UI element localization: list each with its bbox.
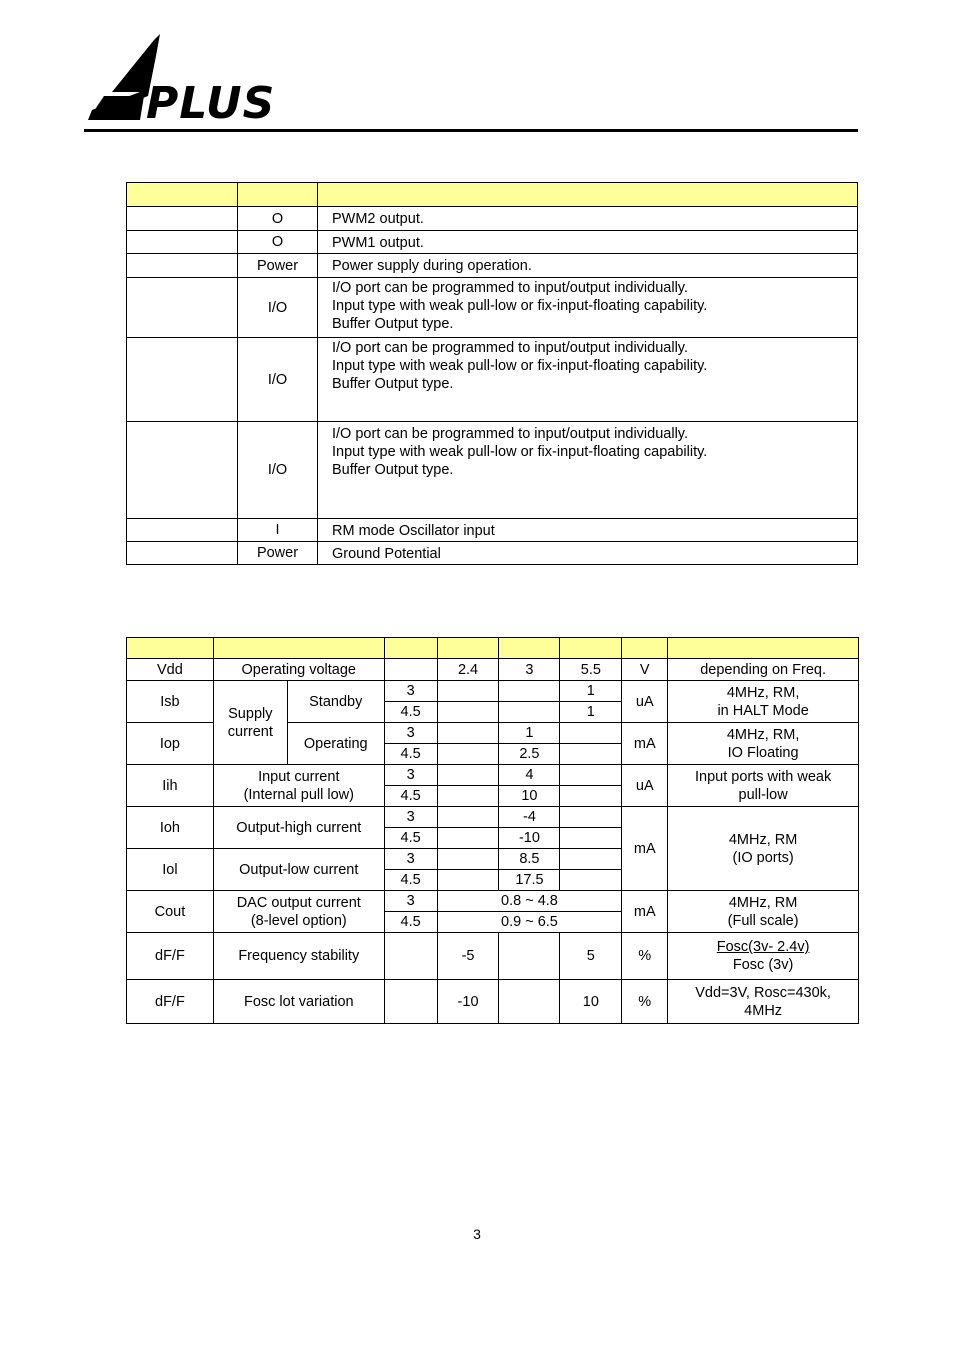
table-row: I/O I/O port can be programmed to input/output individually. Input type with weak pull-low or fix-input-floating capability. Buffer Output type. (127, 278, 858, 338)
table-row-iol-2: 4.5 17.5 (127, 870, 859, 891)
table-row-ioh: Ioh Output-high current 3 -4 mA 4MHz, RM (IO ports) (127, 807, 859, 828)
table-row-cout-2: 4.5 0.9 ~ 6.5 (127, 912, 859, 933)
table-row-iih: Iih Input current (Internal pull low) 3 4 uA Input ports with weak pull-low (127, 765, 859, 786)
table-row: Power Power supply during operation. (127, 254, 858, 278)
table-row-freq-stability: dF/F Frequency stability -5 5 % Fosc(3v- 2.4v) Fosc (3v) (127, 933, 859, 980)
table-row-iop-2: 4.5 2.5 (127, 744, 859, 765)
table-row: O PWM1 output. (127, 231, 858, 254)
pin-description-table (126, 182, 858, 565)
table-row-vdd: Vdd Operating voltage 2.4 3 5.5 V depending on Freq. (127, 659, 859, 681)
table-row: O PWM2 output. (127, 207, 858, 231)
table-row-lot-variation: dF/F Fosc lot variation -10 10 % Vdd=3V, Rosc=430k, 4MHz (127, 980, 859, 1024)
svg-text:PLUS: PLUS (146, 78, 276, 126)
table-row-iop: Iop Operating 3 1 mA 4MHz, RM, IO Floating (127, 723, 859, 744)
page-number: 3 (473, 1226, 481, 1242)
table-row-iol: Iol Output-low current 3 8.5 (127, 849, 859, 870)
table-row-iih-2: 4.5 10 (127, 786, 859, 807)
header-rule (84, 129, 858, 132)
table-row-cout: Cout DAC output current (8-level option) 3 0.8 ~ 4.8 mA 4MHz, RM (Full scale) (127, 891, 859, 912)
electrical-characteristics-table (126, 637, 859, 1024)
table-row-ioh-2: 4.5 -10 (127, 828, 859, 849)
table-row-isb-2: 4.5 1 (127, 702, 859, 723)
table-header-row (127, 183, 858, 207)
table-row: I RM mode Oscillator input (127, 519, 858, 542)
table-row: I/O I/O port can be programmed to input/output individually. Input type with weak pull-low or fix-input-floating capability. Buffer Output type. (127, 422, 858, 519)
aplus-logo (84, 30, 284, 126)
table-row: Power Ground Potential (127, 542, 858, 565)
table-row: I/O I/O port can be programmed to input/output individually. Input type with weak pull-low or fix-input-floating capability. Buffer Output type. (127, 338, 858, 422)
table-row-isb: Isb Supply current Standby 3 1 uA 4MHz, RM, in HALT Mode (127, 681, 859, 702)
table-header-row (127, 638, 859, 659)
